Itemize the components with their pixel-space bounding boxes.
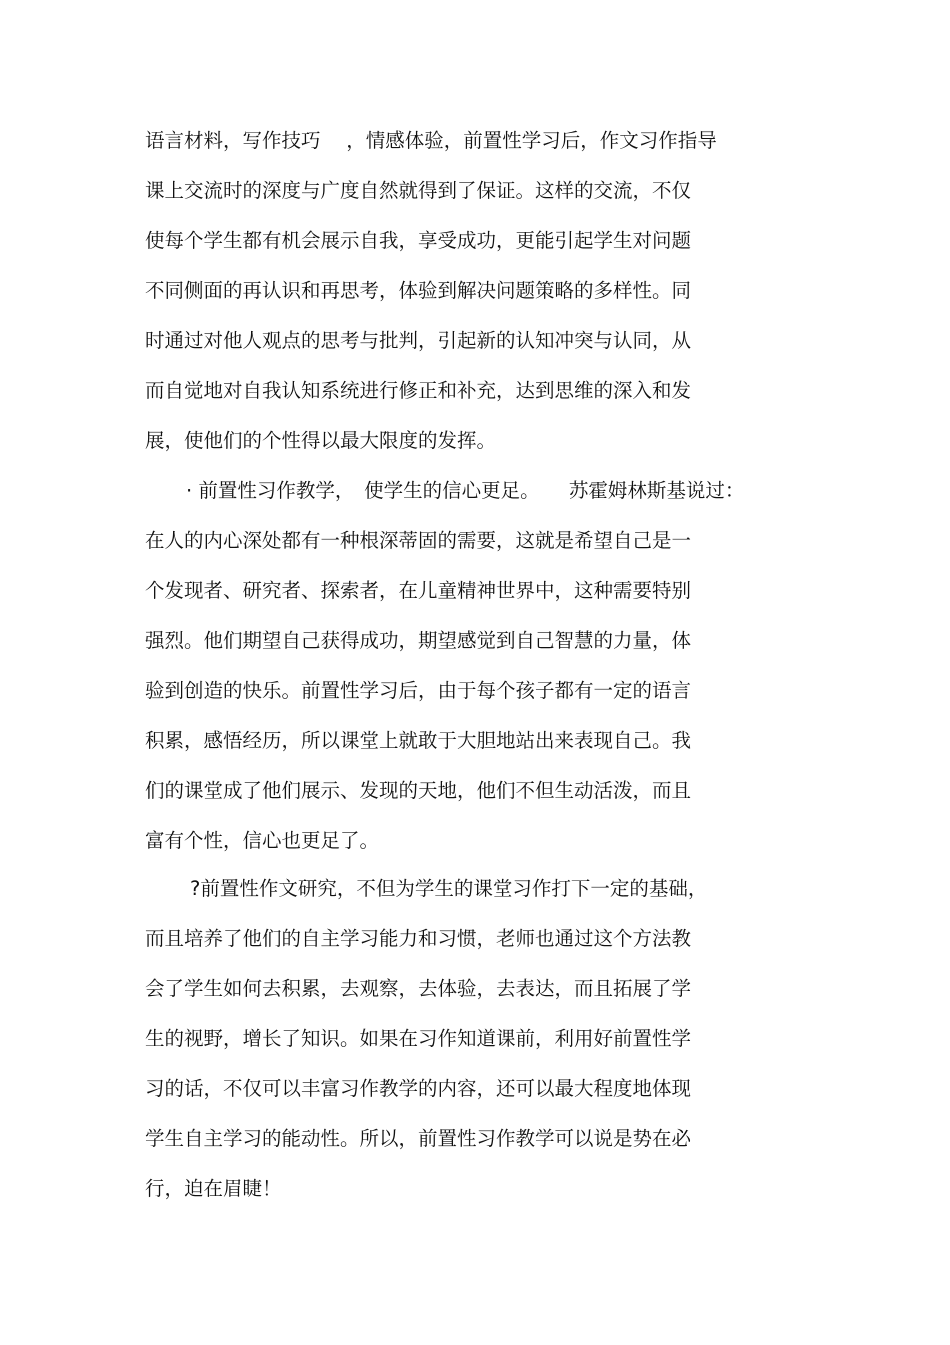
text-line: 个发现者、研究者、探索者，在儿童精神世界中，这种需要特别 [145,579,692,602]
text-line: 课上交流时的深度与广度自然就得到了保证。这样的交流，不仅 [145,179,692,202]
text-line: 积累，感悟经历，所以课堂上就敢于大胆地站出来表现自己。我 [145,729,692,752]
text-line: 使每个学生都有机会展示自我，享受成功，更能引起学生对问题 [145,229,692,252]
text-line: 而且培养了他们的自主学习能力和习惯，老师也通过这个方法教 [145,927,692,950]
text-line: 验到创造的快乐。前置性学习后，由于每个孩子都有一定的语言 [145,679,692,702]
text-line: 时通过对他人观点的思考与批判，引起新的认知冲突与认同，从 [145,329,692,352]
text-line: 学生自主学习的能动性。所以，前置性习作教学可以说是势在必 [145,1127,692,1150]
text-line: 行，迫在眉睫！ [145,1177,282,1200]
text-line: · 前置性习作教学， 使学生的信心更足。 苏霍姆林斯基说过： [186,479,745,502]
text-line: 强烈。他们期望自己获得成功，期望感觉到自己智慧的力量，体 [145,629,692,652]
text-line: 而自觉地对自我认知系统进行修正和补充，达到思维的深入和发 [145,379,692,402]
text-line: 在人的内心深处都有一种根深蒂固的需要，这就是希望自己是一 [145,529,692,552]
text-line: 语言材料，写作技巧 ，情感体验，前置性学习后，作文习作指导 [145,129,717,152]
text-line: ?前置性作文研究，不但为学生的课堂习作打下一定的基础， [190,877,708,900]
text-line: 生的视野，增长了知识。如果在习作知道课前，利用好前置性学 [145,1027,692,1050]
text-line: 们的课堂成了他们展示、发现的天地，他们不但生动活泼，而且 [145,779,692,802]
text-line: 习的话，不仅可以丰富习作教学的内容，还可以最大程度地体现 [145,1077,692,1100]
text-line: 展，使他们的个性得以最大限度的发挥。 [145,429,497,452]
text-line: 不同侧面的再认识和再思考，体验到解决问题策略的多样性。同 [145,279,692,302]
text-line: 会了学生如何去积累，去观察，去体验，去表达，而且拓展了学 [145,977,692,1000]
text-line: 富有个性，信心也更足了。 [145,829,380,852]
